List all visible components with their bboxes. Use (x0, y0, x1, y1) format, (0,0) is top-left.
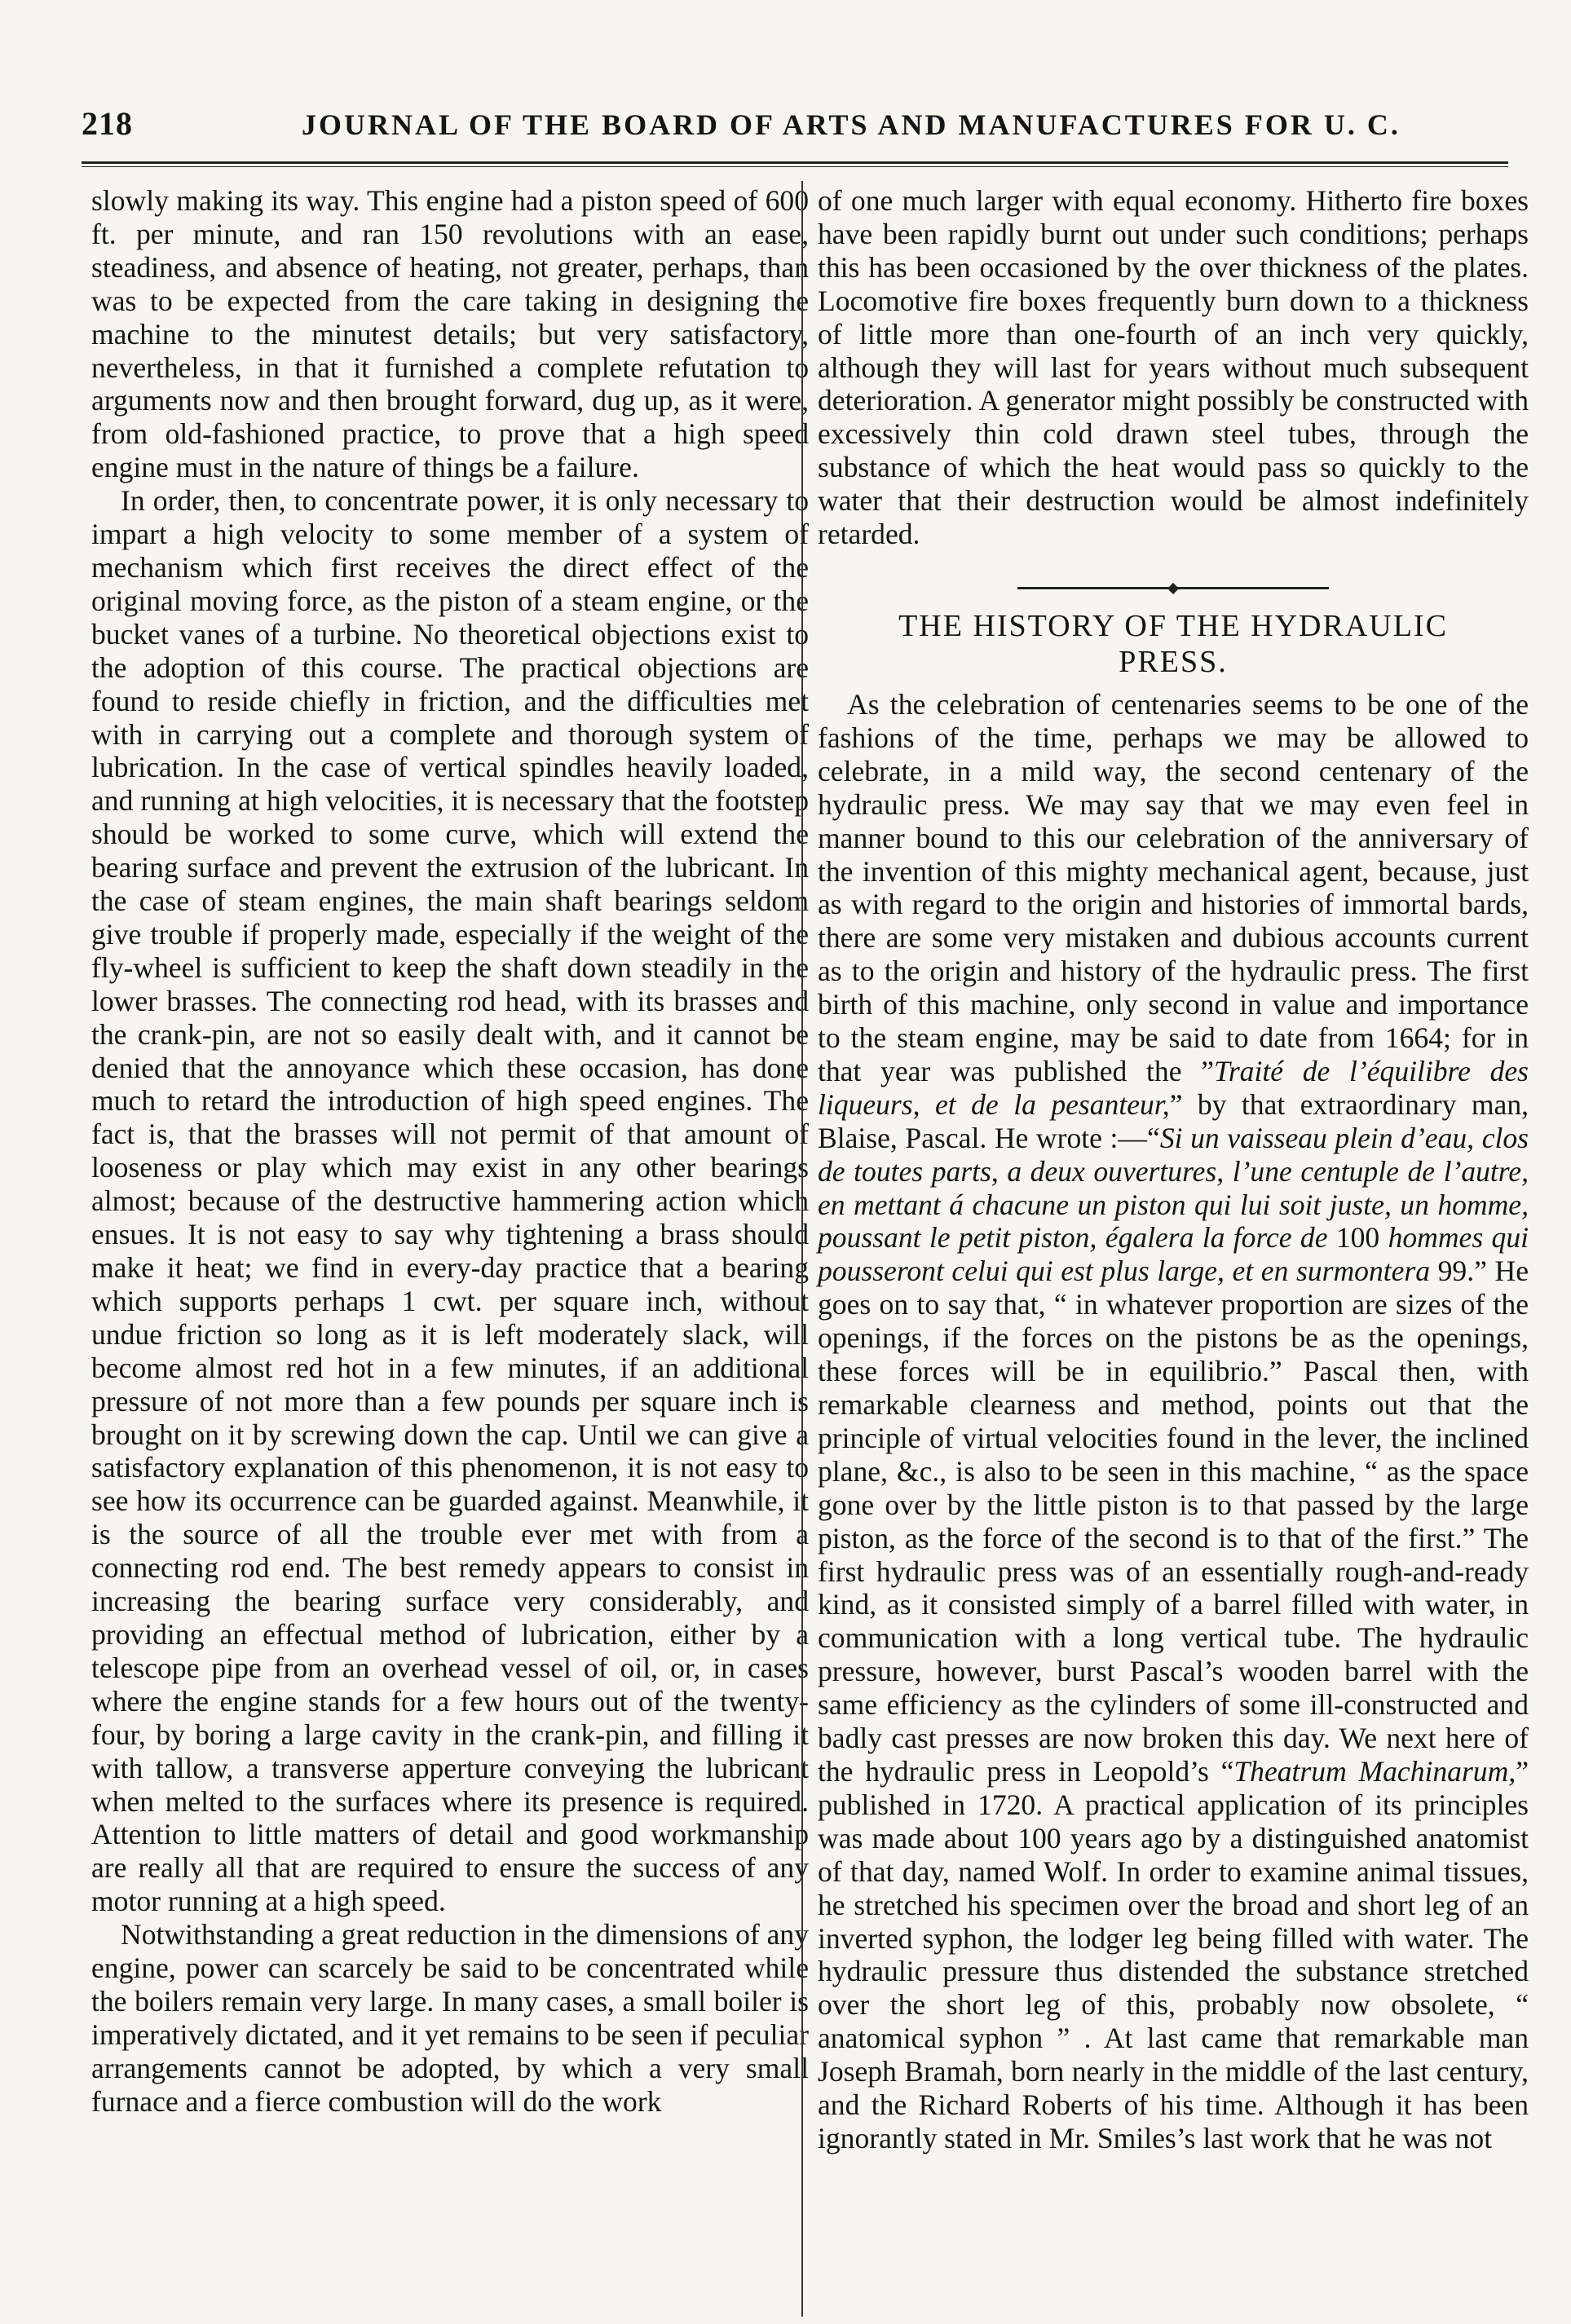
right-paragraph-1: of one much larger with equal economy. Hitherto fire boxes have been rapidly burnt out under such conditions; perhaps this has been occasioned by the over thickness of the plates. Locomotive fire boxes frequently burn down to a thickness of little more than one-fourth of an inch very quickly, although they will last for years without much subsequent deterioration. A generator might possibly be constructed with excessively thin cold drawn steel tubes, through the substance of which the heat would pass so quickly to the water that their destruction would be almost indefinitely retarded. (818, 184, 1529, 551)
book-title: Theatrum Machinarum, (1233, 1754, 1516, 1788)
left-paragraph-1: slowly making its way. This engine had a piston speed of 600 ft. per minute, and ran 150 revolutions with an ease, steadiness, and absence of heating, not greater, perhaps, than was to be expected from the care taking in designing the machine to the minutest details; but very satisfactory, nevertheless, in that it furnished a complete refutation to arguments now and then brought forward, dug up, as it were, from old-fashioned practice, to prove that a high speed engine must in the nature of things be a failure. (91, 184, 809, 484)
pascal-quote-cont: hommes qui pousseront celui qui est plus large, et en surmontera (818, 1221, 1529, 1288)
right-column (818, 184, 1529, 2155)
text-run: ” He goes on to say that, “ in whatever proportion are sizes of the openings, if the forces on the pistons be as the openings, these forces will be in equilibrio.” Pascal then, with remarkable clearness and method, points out that the principle of virtual velocities found in the lever, the inclined plane, &c., is also to be seen in this machine, “ as the space gone over by the little piston is to that passed by the large piston, as the force of the second is to that of the first.” The first hydraulic press was of an essentially rough-and-ready kind, as it consisted simply of a barrel filled with water, in communication with a long vertical tube. The hydraulic pressure, however, burst Pascal’s wooden barrel with the same efficiency as the cylinders of some ill-constructed and badly cast presses are now broken this day. We next here of the hydraulic press in Leopold’s “ (818, 1255, 1529, 1788)
section-ornament (818, 569, 1529, 602)
article-title-line-1: THE HISTORY OF THE HYDRAULIC (898, 608, 1448, 643)
column-divider (801, 181, 803, 2317)
page-number: 218 (82, 105, 133, 142)
text-run: ” published in 1720. A practical application of its principles was made about 100 years ago by a distinguished anatomist of that day, named Wolf. In order to examine animal tissues, he stretched his specimen over the broad and short leg of an inverted syphon, the lodger leg being filled with water. The hydraulic pressure thus distended the substance stretched over the short leg of this, probably now obsolete, “ anatomical syphon ” . At last came that remarkable man Joseph Bramah, born nearly in the middle of the last century, and the Richard Roberts of his time. Although it has been ignorantly stated in Mr. Smiles’s last work that he was not (818, 1754, 1529, 2154)
left-paragraph-2: In order, then, to concentrate power, it is only necessary to impart a high velocity to some member of a system of mechanism which first receives the direct effect of the original moving force, as the piston of a steam engine, or the bucket vanes of a turbine. No theoretical objections exist to the adoption of this course. The practical objections are found to reside chiefly in friction, and the difficulties met with in carrying out a complete and thorough system of lubrication. In the case of vertical spindles heavily loaded, and running at high velocities, it is necessary that the footstep should be worked to some curve, which will extend the bearing surface and prevent the extrusion of the lubricant. In the case of steam engines, the main shaft bearings seldom give trouble if properly made, especially if the weight of the fly-wheel is sufficient to keep the shaft down steadily in the lower brasses. The connecting rod head, with its brasses and the crank-pin, are not so easily dealt with, and it cannot be denied that the annoyance which these occasion, has done much to retard the introduction of high speed engines. The fact is, that the brasses will not permit of that amount of looseness or play which may exist in any other bearings almost; because of the destructive hammering action which ensues. It is not easy to say why tightening a brass should make it heat; we find in every-day practice that a bearing which supports perhaps 1 cwt. per square inch, without undue friction so long as it is left moderately slack, will become almost red hot in a few minutes, if an additional pressure of not more than a few pounds per square inch is brought on it by screwing down the cap. Until we can give a satisfactory explanation of this phenomenon, it is not easy to see how its occurrence can be guarded against. Meanwhile, it is the source of all the trouble ever met with from a connecting rod end. The best remedy appears to consist in increasing the bearing surface very considerably, and providing an effectual method of lubrication, either by a telescope pipe from an overhead vessel of oil, or, in cases where the engine stands for a few hours out of the twenty-four, by boring a large cavity in the crank-pin, and filling it with tallow, a transverse apperture conveying the lubricant when melted to the surfaces where its presence is required. Attention to little matters of detail and good workmanship are really all that are required to ensure the success of any motor running at a high speed. (91, 484, 809, 1918)
diamond-icon (1167, 583, 1179, 594)
article-title-line-2: PRESS. (1119, 644, 1228, 679)
quote-number: 100 (1327, 1221, 1388, 1255)
book-title: Traité de l’équilibre des liqueurs, et de la pesanteur, (818, 1054, 1529, 1121)
pascal-quote: Si un vaisseau plein d’eau, clos de toutes parts, a deux ouvertures, l’une centuple de l’autre, en mettant á chacune un piston qui lui soit juste, un homme, poussant le petit piston, égalera la force de (818, 1121, 1529, 1255)
article-title (818, 608, 1529, 680)
quote-number: 99. (1430, 1255, 1475, 1288)
header-rule (82, 161, 1508, 167)
left-column (91, 184, 809, 2119)
text-run: As the celebration of centenaries seems to be one of the fashions of the time, perhaps we may be allowed to celebrate, in a mild way, the second centenary of the hydraulic press. We may say that we may even feel in manner bound to this our celebration of the anniversary of the invention of this mighty mechanical agent, because, just as with regard to the origin and histories of immortal bards, there are some very mistaken and dubious accounts current as to the origin and history of the hydraulic press. The first birth of this machine, only second in value and importance to the steam engine, may be said to date from 1664; for in that year was published the ” (818, 687, 1529, 1087)
page-header (82, 104, 1500, 153)
right-paragraph-2 (818, 688, 1529, 2155)
text-run: ” by that extraordinary man, Blaise, Pascal. He wrote :—“ (818, 1087, 1529, 1154)
running-head: JOURNAL OF THE BOARD OF ARTS AND MANUFACTURES FOR U. C. (302, 108, 1401, 141)
left-paragraph-3: Notwithstanding a great reduction in the dimensions of any engine, power can scarcely be said to be concentrated while the boilers remain very large. In many cases, a small boiler is imperatively dictated, and it yet remains to be seen if peculiar arrangements cannot be adopted, by which a very small furnace and a fierce combustion will do the work (91, 1918, 809, 2118)
